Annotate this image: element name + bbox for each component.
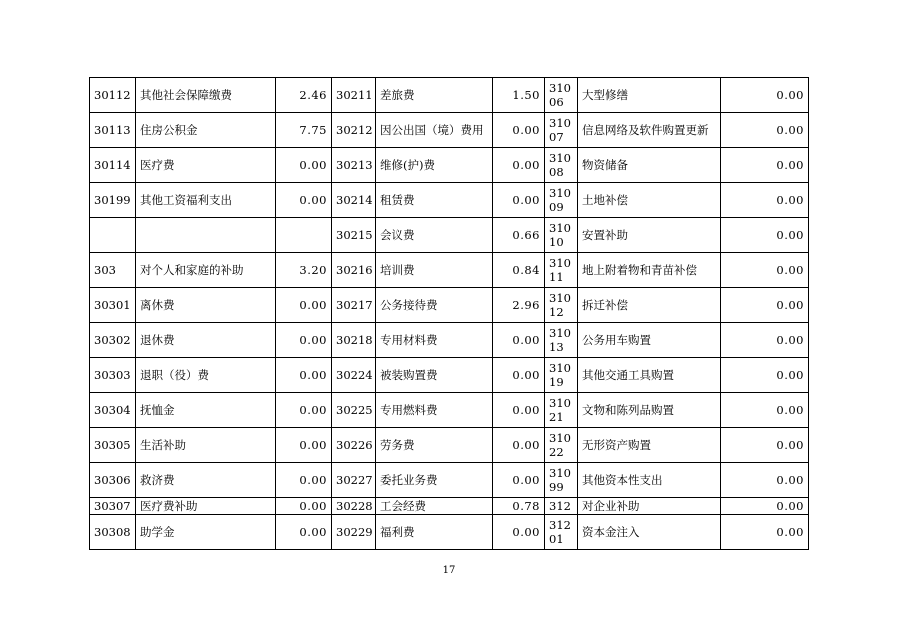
item-code-cell: 30226 bbox=[332, 428, 376, 463]
item-code-cell: 30199 bbox=[90, 183, 136, 218]
item-amount-cell: 0.00 bbox=[493, 393, 545, 428]
item-name-cell: 抚恤金 bbox=[136, 393, 276, 428]
item-code-cell: 31007 bbox=[545, 113, 578, 148]
item-code-cell: 31013 bbox=[545, 323, 578, 358]
item-name-cell: 地上附着物和青苗补偿 bbox=[578, 253, 721, 288]
item-code-cell: 30229 bbox=[332, 515, 376, 550]
item-name-cell: 住房公积金 bbox=[136, 113, 276, 148]
item-amount-cell: 2.46 bbox=[276, 78, 332, 113]
item-amount-cell: 7.75 bbox=[276, 113, 332, 148]
item-name-cell: 培训费 bbox=[376, 253, 493, 288]
item-code-cell: 30302 bbox=[90, 323, 136, 358]
item-code-cell: 303 bbox=[90, 253, 136, 288]
item-code-cell: 31022 bbox=[545, 428, 578, 463]
item-name-cell: 对个人和家庭的补助 bbox=[136, 253, 276, 288]
item-amount-cell: 0.00 bbox=[721, 113, 809, 148]
item-amount-cell: 0.00 bbox=[276, 393, 332, 428]
item-amount-cell: 0.00 bbox=[721, 358, 809, 393]
item-amount-cell: 0.00 bbox=[721, 323, 809, 358]
item-code-cell: 30227 bbox=[332, 463, 376, 498]
item-code-cell: 30218 bbox=[332, 323, 376, 358]
item-amount-cell: 0.00 bbox=[721, 515, 809, 550]
item-name-cell: 医疗费 bbox=[136, 148, 276, 183]
item-amount-cell: 3.20 bbox=[276, 253, 332, 288]
item-amount-cell: 0.00 bbox=[493, 463, 545, 498]
item-code-cell: 30217 bbox=[332, 288, 376, 323]
item-name-cell: 离休费 bbox=[136, 288, 276, 323]
item-amount-cell: 0.00 bbox=[721, 218, 809, 253]
item-name-cell: 文物和陈列品购置 bbox=[578, 393, 721, 428]
item-name-cell: 救济费 bbox=[136, 463, 276, 498]
item-code-cell: 30214 bbox=[332, 183, 376, 218]
item-code-cell: 30301 bbox=[90, 288, 136, 323]
item-amount-cell: 0.78 bbox=[493, 498, 545, 515]
item-amount-cell: 0.00 bbox=[276, 515, 332, 550]
table-row bbox=[90, 323, 809, 358]
item-code-cell: 31010 bbox=[545, 218, 578, 253]
item-amount-cell: 2.96 bbox=[493, 288, 545, 323]
item-amount-cell: 0.00 bbox=[276, 463, 332, 498]
item-name-cell: 委托业务费 bbox=[376, 463, 493, 498]
item-code-cell: 30112 bbox=[90, 78, 136, 113]
item-name-cell: 会议费 bbox=[376, 218, 493, 253]
item-amount-cell: 0.00 bbox=[276, 148, 332, 183]
item-name-cell: 对企业补助 bbox=[578, 498, 721, 515]
item-name-cell: 其他资本性支出 bbox=[578, 463, 721, 498]
item-name-cell: 拆迁补偿 bbox=[578, 288, 721, 323]
item-code-cell: 312 bbox=[545, 498, 578, 515]
table-row bbox=[90, 288, 809, 323]
item-code-cell: 30304 bbox=[90, 393, 136, 428]
item-name-cell: 工会经费 bbox=[376, 498, 493, 515]
item-code-cell: 30307 bbox=[90, 498, 136, 515]
item-name-cell: 被装购置费 bbox=[376, 358, 493, 393]
item-name-cell: 土地补偿 bbox=[578, 183, 721, 218]
item-amount-cell: 0.00 bbox=[493, 358, 545, 393]
item-amount-cell: 0.00 bbox=[276, 498, 332, 515]
item-amount-cell: 0.00 bbox=[721, 253, 809, 288]
item-amount-cell: 0.00 bbox=[493, 183, 545, 218]
item-name-cell bbox=[136, 218, 276, 253]
item-code-cell: 31201 bbox=[545, 515, 578, 550]
item-code-cell: 30114 bbox=[90, 148, 136, 183]
item-amount-cell: 1.50 bbox=[493, 78, 545, 113]
item-code-cell bbox=[90, 218, 136, 253]
table-row bbox=[90, 183, 809, 218]
item-name-cell: 助学金 bbox=[136, 515, 276, 550]
item-amount-cell: 0.66 bbox=[493, 218, 545, 253]
item-name-cell: 生活补助 bbox=[136, 428, 276, 463]
item-name-cell: 无形资产购置 bbox=[578, 428, 721, 463]
item-name-cell: 差旅费 bbox=[376, 78, 493, 113]
table-row bbox=[90, 358, 809, 393]
item-name-cell: 福利费 bbox=[376, 515, 493, 550]
item-code-cell: 30212 bbox=[332, 113, 376, 148]
item-code-cell: 31099 bbox=[545, 463, 578, 498]
table-row bbox=[90, 515, 809, 550]
table-row bbox=[90, 393, 809, 428]
item-code-cell: 30113 bbox=[90, 113, 136, 148]
table-row bbox=[90, 463, 809, 498]
item-amount-cell: 0.00 bbox=[721, 148, 809, 183]
item-name-cell: 因公出国（境）费用 bbox=[376, 113, 493, 148]
item-amount-cell: 0.00 bbox=[276, 183, 332, 218]
item-code-cell: 30225 bbox=[332, 393, 376, 428]
item-code-cell: 31009 bbox=[545, 183, 578, 218]
item-amount-cell: 0.00 bbox=[276, 323, 332, 358]
item-code-cell: 30216 bbox=[332, 253, 376, 288]
item-amount-cell: 0.00 bbox=[493, 515, 545, 550]
item-amount-cell: 0.00 bbox=[493, 428, 545, 463]
table-row bbox=[90, 253, 809, 288]
item-name-cell: 资本金注入 bbox=[578, 515, 721, 550]
item-code-cell: 30213 bbox=[332, 148, 376, 183]
item-code-cell: 31006 bbox=[545, 78, 578, 113]
item-amount-cell: 0.00 bbox=[721, 463, 809, 498]
item-code-cell: 30308 bbox=[90, 515, 136, 550]
item-name-cell: 物资储备 bbox=[578, 148, 721, 183]
item-amount-cell: 0.00 bbox=[276, 288, 332, 323]
item-name-cell: 退休费 bbox=[136, 323, 276, 358]
item-code-cell: 31021 bbox=[545, 393, 578, 428]
item-code-cell: 30211 bbox=[332, 78, 376, 113]
item-name-cell: 租赁费 bbox=[376, 183, 493, 218]
table-row bbox=[90, 78, 809, 113]
item-name-cell: 公务接待费 bbox=[376, 288, 493, 323]
item-name-cell: 信息网络及软件购置更新 bbox=[578, 113, 721, 148]
item-code-cell: 31008 bbox=[545, 148, 578, 183]
item-amount-cell: 0.00 bbox=[721, 78, 809, 113]
item-name-cell: 退职（役）费 bbox=[136, 358, 276, 393]
item-code-cell: 31019 bbox=[545, 358, 578, 393]
item-name-cell: 专用燃料费 bbox=[376, 393, 493, 428]
item-amount-cell: 0.00 bbox=[276, 358, 332, 393]
item-name-cell: 维修(护)费 bbox=[376, 148, 493, 183]
table-row bbox=[90, 148, 809, 183]
table-row bbox=[90, 428, 809, 463]
item-name-cell: 劳务费 bbox=[376, 428, 493, 463]
item-amount-cell: 0.00 bbox=[493, 113, 545, 148]
item-code-cell: 30305 bbox=[90, 428, 136, 463]
item-code-cell: 30215 bbox=[332, 218, 376, 253]
item-amount-cell: 0.00 bbox=[721, 288, 809, 323]
item-name-cell: 专用材料费 bbox=[376, 323, 493, 358]
item-name-cell: 安置补助 bbox=[578, 218, 721, 253]
item-amount-cell: 0.00 bbox=[721, 183, 809, 218]
item-amount-cell: 0.00 bbox=[721, 393, 809, 428]
item-code-cell: 30303 bbox=[90, 358, 136, 393]
item-amount-cell: 0.00 bbox=[493, 148, 545, 183]
item-name-cell: 其他交通工具购置 bbox=[578, 358, 721, 393]
item-amount-cell bbox=[276, 218, 332, 253]
item-code-cell: 30228 bbox=[332, 498, 376, 515]
table-row bbox=[90, 498, 809, 515]
budget-table bbox=[89, 77, 809, 550]
item-amount-cell: 0.00 bbox=[721, 428, 809, 463]
item-amount-cell: 0.84 bbox=[493, 253, 545, 288]
item-name-cell: 公务用车购置 bbox=[578, 323, 721, 358]
table-row bbox=[90, 218, 809, 253]
item-code-cell: 30224 bbox=[332, 358, 376, 393]
table-row bbox=[90, 113, 809, 148]
item-amount-cell: 0.00 bbox=[493, 323, 545, 358]
item-amount-cell: 0.00 bbox=[721, 498, 809, 515]
page-number: 17 bbox=[442, 565, 456, 576]
item-code-cell: 31012 bbox=[545, 288, 578, 323]
item-amount-cell: 0.00 bbox=[276, 428, 332, 463]
item-code-cell: 30306 bbox=[90, 463, 136, 498]
item-name-cell: 大型修缮 bbox=[578, 78, 721, 113]
item-name-cell: 医疗费补助 bbox=[136, 498, 276, 515]
item-name-cell: 其他工资福利支出 bbox=[136, 183, 276, 218]
item-code-cell: 31011 bbox=[545, 253, 578, 288]
item-name-cell: 其他社会保障缴费 bbox=[136, 78, 276, 113]
